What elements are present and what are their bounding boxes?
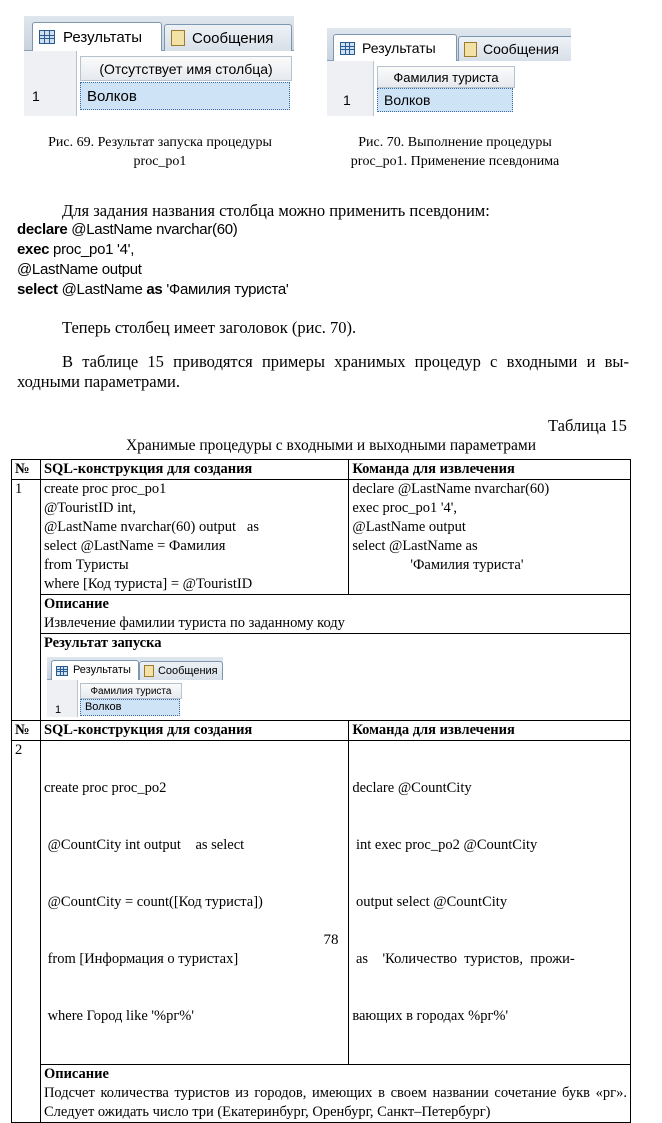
result-row-number: 1	[54, 704, 62, 716]
fig69-screenshot	[24, 16, 294, 116]
row1-sql-line: from Туристы	[43, 557, 129, 573]
table-title: Хранимые процедуры с входными и выходными параметрами	[125, 437, 537, 454]
col-cmd-header: Команда для извлечения	[349, 721, 631, 741]
code-text: proc_po1 '4',	[49, 241, 135, 258]
fig70-caption-line1: Рис. 70. Выполнение процедуры	[358, 135, 552, 150]
code-line-2	[17, 240, 288, 260]
table-label: Таблица 15	[548, 416, 627, 435]
row1-sql-line: where [Код туриста] = @TouristID	[43, 576, 253, 592]
result-row-header-column	[47, 680, 78, 717]
row1-result-row	[12, 634, 631, 721]
result-column-header[interactable]: Фамилия туриста	[80, 683, 182, 699]
row2-sql-line: @CountCity = count([Код туриста])	[43, 894, 263, 910]
result-tab-messages-label: Сообщения	[157, 664, 218, 677]
code-text: @LastName	[57, 281, 147, 298]
result-cell[interactable]	[80, 699, 180, 716]
table-row	[12, 480, 631, 595]
fig70-screenshot	[327, 28, 571, 116]
col-cmd-header: Команда для извлечения	[349, 460, 631, 480]
row2-sql-line: where Город like '%рг%'	[43, 1008, 194, 1024]
row1-cmd-line: @LastName output	[352, 519, 466, 535]
row1-sql-line: create proc proc_po1	[43, 481, 167, 497]
row2-sql-line: from [Информация о туристах]	[43, 951, 239, 967]
row1-description-row	[12, 595, 631, 634]
row1-description: Извлечение фамилии туриста по заданному коду	[43, 615, 345, 631]
procedures-table	[11, 459, 631, 1123]
code-example	[17, 220, 288, 300]
results-grid-icon	[39, 30, 55, 44]
code-keyword: declare	[17, 221, 68, 238]
table-row	[12, 741, 631, 1065]
code-line-4	[17, 280, 288, 300]
fig70-row-number: 1	[343, 92, 351, 108]
row1-sql-line: @TouristID int,	[43, 500, 137, 516]
fig70-tab-results[interactable]	[333, 34, 457, 61]
description-label: Описание	[43, 1066, 109, 1082]
row2-sql	[40, 741, 348, 1065]
fig69-column-header[interactable]: (Отсутствует имя столбца)	[80, 56, 292, 81]
fig69-result-cell[interactable]	[80, 82, 290, 110]
result-tab-messages[interactable]	[139, 661, 223, 680]
code-keyword: select	[17, 281, 58, 298]
fig69-caption-line1: Рис. 69. Результат запуска процедуры	[48, 135, 272, 150]
row1-num: 1	[12, 480, 41, 721]
fig69-result-value: Волков	[87, 87, 137, 105]
fig70-result-value: Волков	[384, 92, 431, 108]
code-keyword: exec	[17, 241, 50, 258]
fig69-tab-messages[interactable]	[164, 24, 292, 51]
code-text: @LastName nvarchar(60)	[67, 221, 238, 238]
row1-sql-line: @LastName nvarchar(60) output as	[43, 519, 260, 535]
fig69-tab-results-label: Результаты	[63, 28, 142, 46]
fig69-tab-results[interactable]	[32, 22, 162, 51]
row2-cmd-line: output select @CountCity	[352, 894, 508, 910]
fig70-result-cell[interactable]	[377, 88, 513, 112]
fig70-caption-line2: proc_po1. Применение псевдонима	[350, 154, 560, 169]
fig70-tab-messages[interactable]	[458, 36, 571, 61]
row1-cmd-line: declare @LastName nvarchar(60)	[352, 481, 550, 497]
row2-sql-line: create proc proc_po2	[43, 780, 167, 796]
result-tab-results-label: Результаты	[72, 664, 131, 676]
code-line-3: @LastName output	[17, 261, 142, 278]
col-num-header: №	[12, 460, 41, 480]
row1-result-cell	[40, 634, 630, 721]
result-value: Волков	[84, 701, 122, 713]
row1-sql	[40, 480, 348, 595]
messages-icon	[464, 42, 477, 57]
row1-cmd-line: select @LastName as	[352, 538, 478, 554]
row2-description-cell	[40, 1065, 630, 1123]
col-sql-header: SQL-конструкция для создания	[40, 460, 348, 480]
messages-icon	[171, 30, 185, 46]
messages-icon	[144, 665, 154, 677]
fig69-caption-line2: proc_po1	[133, 154, 187, 169]
col-num-header: №	[12, 721, 41, 741]
fig70-column-header[interactable]: Фамилия туриста	[377, 66, 515, 88]
row2-cmd-line: as 'Количество туристов, прожи-	[352, 951, 575, 967]
heading-paragraph: Теперь столбец имеет заголовок (рис. 70).	[62, 318, 357, 337]
fig69-row-number: 1	[32, 88, 40, 104]
table-intro-line2: ходными параметрами.	[17, 372, 180, 391]
result-tab-results[interactable]	[51, 660, 139, 680]
row2-cmd	[349, 741, 631, 1065]
table-intro-line1: В таблице 15 приводятся примеры хранимых процедур с входными и вы-	[62, 352, 629, 371]
description-label: Описание	[43, 596, 109, 612]
row2-sql-line: @CountCity int output as select	[43, 837, 245, 853]
fig69-row-header-column	[24, 51, 77, 116]
result-screenshot	[47, 657, 223, 717]
row2-cmd-line: int exec proc_po2 @CountCity	[352, 837, 538, 853]
result-label: Результат запуска	[43, 635, 162, 651]
code-keyword: as	[146, 281, 163, 298]
row2-description-row	[12, 1065, 631, 1123]
code-line-1	[17, 220, 288, 240]
fig70-caption	[325, 133, 585, 171]
table-header-row	[12, 721, 631, 741]
fig70-tab-results-label: Результаты	[362, 40, 436, 56]
intro-paragraph: Для задания названия столбца можно применить псевдоним:	[62, 201, 490, 220]
row1-sql-line: select @LastName = Фамилия	[43, 538, 226, 554]
table-intro-paragraph	[17, 352, 629, 392]
row1-cmd	[349, 480, 631, 595]
row2-cmd-line: вающих в городах %рг%'	[352, 1008, 509, 1024]
results-grid-icon	[340, 42, 355, 55]
row2-num: 2	[12, 741, 41, 1123]
col-sql-header: SQL-конструкция для создания	[40, 721, 348, 741]
fig70-tab-messages-label: Сообщения	[483, 41, 559, 57]
code-text: 'Фамилия туриста'	[162, 281, 289, 298]
fig69-tab-messages-label: Сообщения	[192, 29, 274, 47]
row2-cmd-line: declare @CountCity	[352, 780, 472, 796]
row2-description: Подсчет количества туристов из городов, имеющих в своем названии сочетание букв «рг». Следует ожидать число три (Екатеринбург, Оренбург, Санкт–Петербург)	[43, 1085, 627, 1120]
row1-cmd-line: 'Фамилия туриста'	[410, 557, 524, 573]
row1-description-cell	[40, 595, 630, 634]
fig69-caption	[20, 133, 300, 171]
results-grid-icon	[56, 666, 68, 676]
page-number: 78	[323, 932, 339, 948]
table-header-row	[12, 460, 631, 480]
row1-cmd-line: exec proc_po1 '4',	[352, 500, 458, 516]
